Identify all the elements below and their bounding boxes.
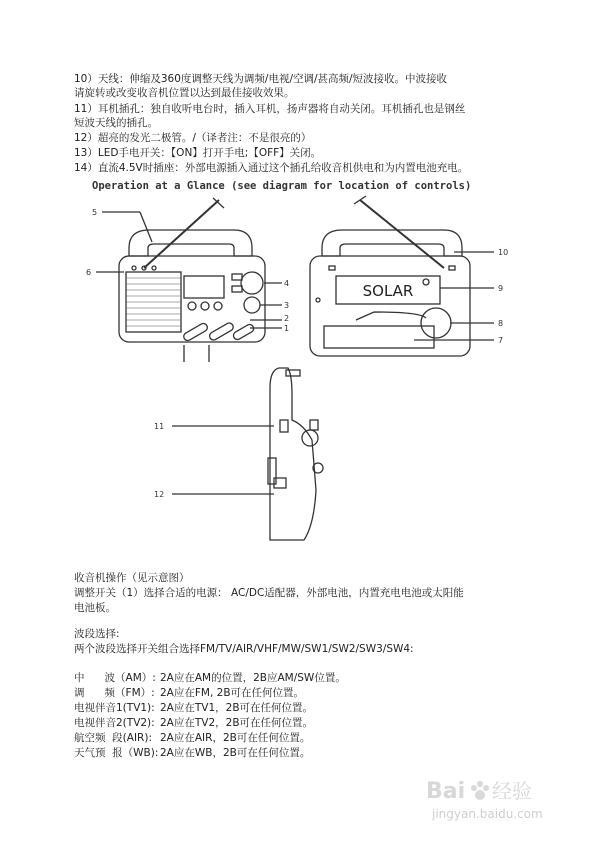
band-label-tv2: 电视伴音2(TV2): <box>74 717 155 729</box>
band-label-tv1: 电视伴音1(TV1): <box>74 702 155 714</box>
band-label-air: 航空频 段(AIR): <box>74 732 152 744</box>
band-value-wb: 2A应在WB，2B可在任何位置。 <box>160 747 311 759</box>
operation-heading: 收音机操作（见示意图） <box>74 572 190 584</box>
band-label-fm: 调 频（FM）: <box>74 687 155 699</box>
operation-line-1: 调整开关（1）选择合适的电源： AC/DC适配器，外部电池，内置充电电池或太阳能 <box>74 587 464 599</box>
callout-3: 3 <box>284 301 290 310</box>
baidu-jingyan-watermark <box>426 770 566 834</box>
band-instruction: 两个波段选择开关组合选择FM/TV/AIR/VHF/MW/SW1/SW2/SW3/SW4: <box>74 643 414 655</box>
front-view <box>96 198 282 362</box>
intro-line-13: 13）LED手电开关：【ON】打开手电;【OFF】关闭。 <box>74 147 322 159</box>
band-label-am: 中 波（AM）: <box>74 672 156 684</box>
band-value-tv2: 2A应在TV2，2B可在任何位置。 <box>160 717 314 729</box>
band-value-tv1: 2A应在TV1，2B可在任何位置。 <box>160 702 314 714</box>
diagram-title: Operation at a Glance (see diagram for location of controls) <box>92 180 472 192</box>
band-label-wb: 天气预 报（WB): <box>74 747 159 759</box>
paw-icon <box>471 781 489 800</box>
back-view <box>310 196 494 356</box>
radio-diagram <box>74 190 524 550</box>
callout-8: 8 <box>498 319 504 328</box>
solar-label: SOLAR <box>362 282 414 300</box>
band-heading: 波段选择: <box>74 628 120 640</box>
intro-line-14: 14）直流4.5V时插座：外部电源插入通过这个插孔给收音机供电和为内置电池充电。 <box>74 162 469 174</box>
operation-line-2: 电池板。 <box>74 602 116 614</box>
watermark-brand-suffix: 经验 <box>492 779 532 803</box>
intro-line-11a: 11）耳机插孔：独自收听电台时，插入耳机，扬声器将自动关闭。耳机插孔也是钢丝 <box>74 103 466 115</box>
callout-10: 10 <box>498 248 509 257</box>
band-value-am: 2A应在AM的位置，2B应AM/SW位置。 <box>160 672 346 684</box>
callout-11: 11 <box>154 422 165 431</box>
callout-12: 12 <box>154 490 165 499</box>
band-value-fm: 2A应在FM, 2B可在任何位置。 <box>160 687 305 699</box>
watermark-brand: Bai <box>426 779 466 804</box>
intro-line-12: 12）超亮的发光二极管。/（译者注：不是很亮的） <box>74 132 312 144</box>
callout-2: 2 <box>284 314 290 323</box>
watermark-url: jingyan.baidu.com <box>432 807 543 821</box>
band-value-air: 2A应在AIR，2B可在任何位置。 <box>160 732 311 744</box>
callout-5: 5 <box>92 208 98 217</box>
intro-line-10a: 10）天线：伸缩及360度调整天线为调频/电视/空调/甚高频/短波接收。中波接收 <box>74 73 448 85</box>
callout-1: 1 <box>284 324 290 333</box>
side-view <box>172 368 323 540</box>
intro-line-10b: 请旋转或改变收音机位置以达到最佳接收效果。 <box>74 87 295 99</box>
callout-7: 7 <box>498 336 504 345</box>
callout-9: 9 <box>498 284 504 293</box>
intro-line-11b: 短波天线的插孔。 <box>74 117 158 129</box>
callout-6: 6 <box>86 268 92 277</box>
callout-4: 4 <box>284 279 290 288</box>
